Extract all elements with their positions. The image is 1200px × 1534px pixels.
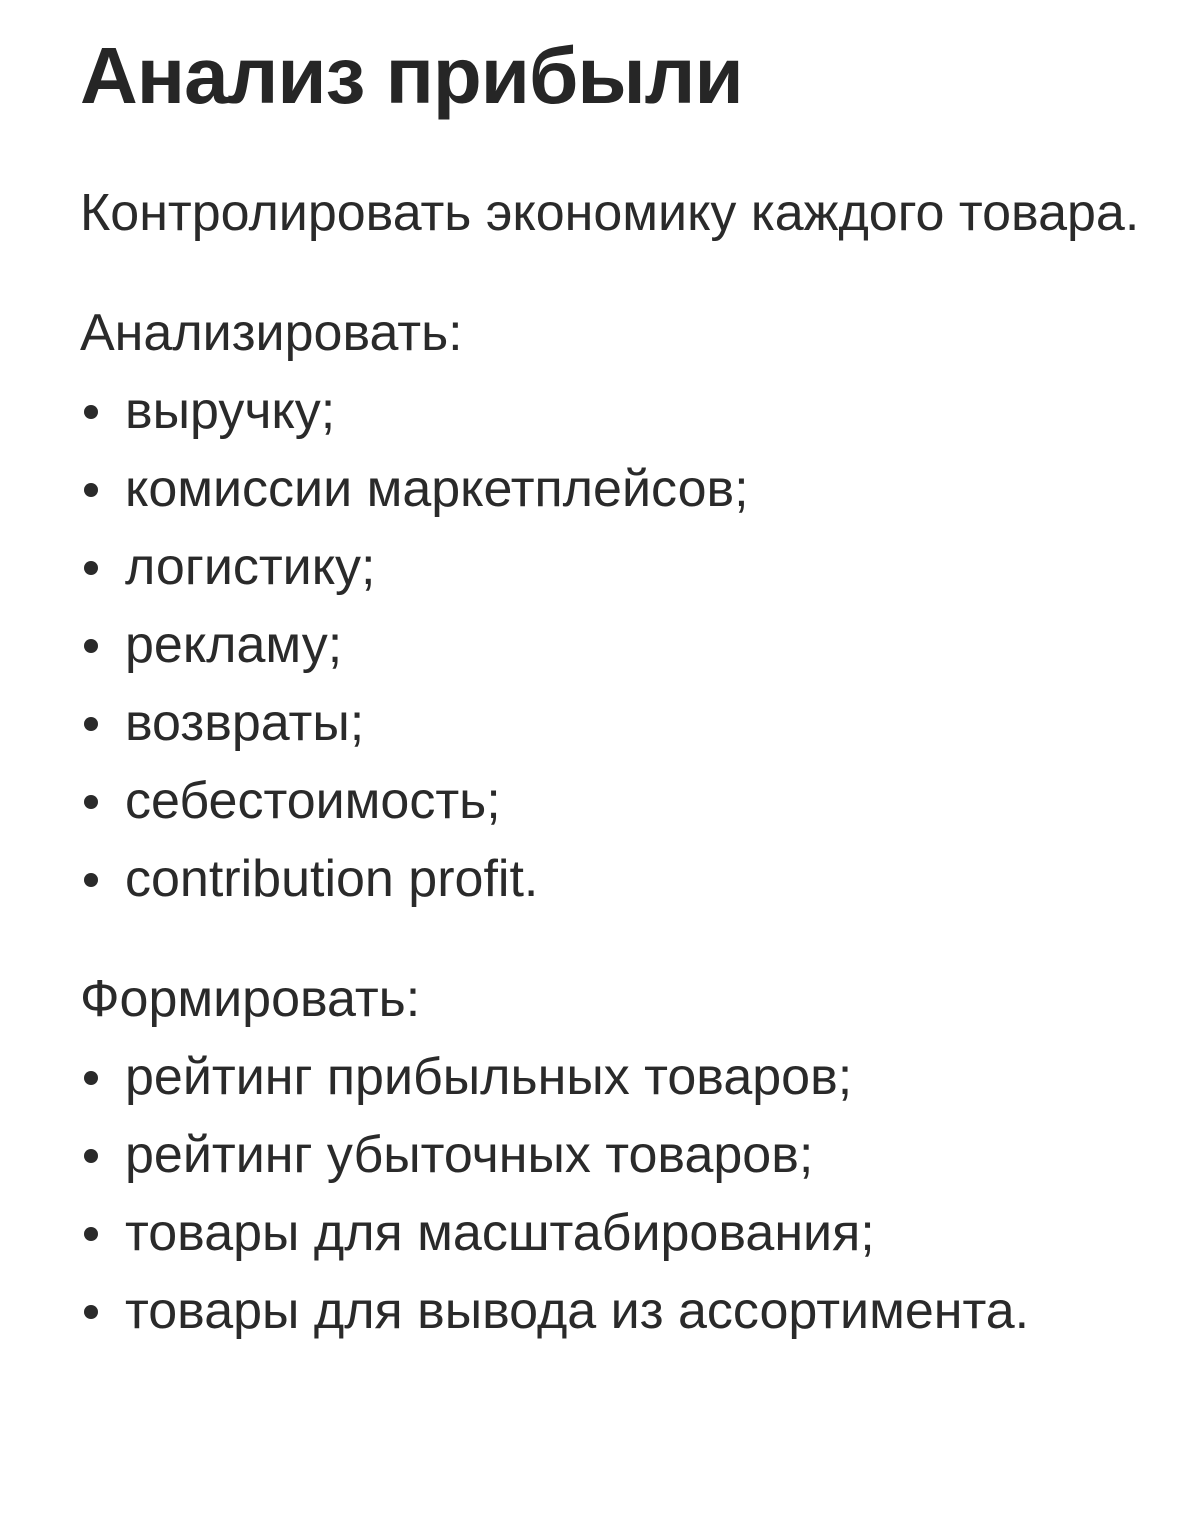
list-item <box>80 840 1140 918</box>
bullet-icon <box>84 561 98 575</box>
analyze-heading: Анализировать: <box>80 304 463 362</box>
list-item-text: комиссии маркетплейсов; <box>125 460 749 518</box>
list-item-text: себестоимость; <box>125 772 501 830</box>
list-item-text: рейтинг убыточных товаров; <box>125 1126 814 1184</box>
list-item-text: рекламу; <box>125 616 343 674</box>
form-list <box>80 1038 1140 1350</box>
analyze-list <box>80 372 1140 918</box>
list-item-text: выручку; <box>125 382 336 440</box>
list-item <box>80 1194 1140 1272</box>
profit-analysis-card <box>80 30 1140 1350</box>
bullet-icon <box>84 717 98 731</box>
bullet-icon <box>84 483 98 497</box>
list-item <box>80 450 1140 528</box>
page-title: Анализ прибыли <box>80 31 743 120</box>
list-item-text: логистику; <box>125 538 376 596</box>
list-item-text: contribution profit. <box>125 850 539 908</box>
list-item-text: товары для вывода из ассортимента. <box>125 1282 1030 1340</box>
list-item <box>80 1038 1140 1116</box>
bullet-icon <box>84 405 98 419</box>
list-item-text: рейтинг прибыльных товаров; <box>125 1048 853 1106</box>
list-item-text: возвраты; <box>125 694 365 752</box>
bullet-icon <box>84 795 98 809</box>
list-item <box>80 1116 1140 1194</box>
bullet-icon <box>84 639 98 653</box>
bullet-icon <box>84 1227 98 1241</box>
list-item <box>80 528 1140 606</box>
bullet-icon <box>84 1305 98 1319</box>
list-item <box>80 684 1140 762</box>
list-item <box>80 1272 1140 1350</box>
bullet-icon <box>84 873 98 887</box>
bullet-icon <box>84 1071 98 1085</box>
lead-text: Контролировать экономику каждого товара. <box>80 184 1140 242</box>
list-item-text: товары для масштабирования; <box>125 1204 875 1262</box>
list-item <box>80 762 1140 840</box>
list-item <box>80 606 1140 684</box>
form-heading: Формировать: <box>80 970 421 1028</box>
list-item <box>80 372 1140 450</box>
bullet-icon <box>84 1149 98 1163</box>
